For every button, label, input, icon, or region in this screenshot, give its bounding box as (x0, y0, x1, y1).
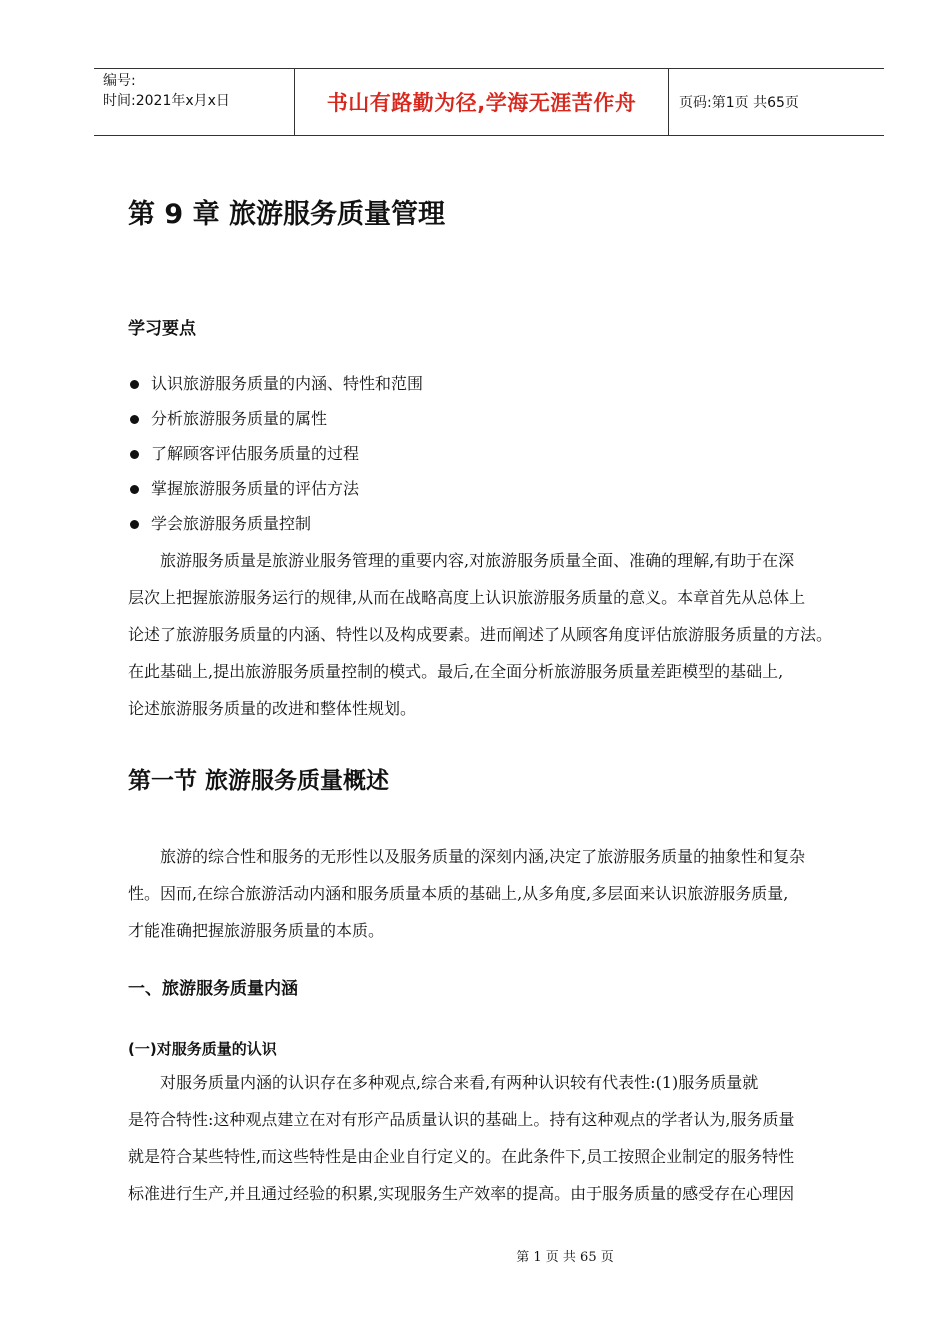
header-meta (94, 69, 295, 135)
learning-points-list (128, 372, 423, 547)
learning-points-label: 学习要点 (128, 319, 196, 339)
intro-paragraph: 旅游服务质量是旅游业服务管理的重要内容,对旅游服务质量全面、准确的理解,有助于在深 层次上把握旅游服务运行的规律,从而在战略高度上认识旅游服务质量的意义。本章首先从总体上 论述了旅游服务质量的内涵、特性以及构成要素。进而阐述了从顾客角度评估旅游服务质量的方法。 在此基础上,提出旅游服务质量控制的模式。最后,在全面分析旅游服务质量差距模型的基础上, 论述旅游服务质量的改进和整体性规划。 (128, 551, 833, 718)
chapter-title: 第 9 章 旅游服务质量管理 (128, 199, 445, 230)
list-item: 分析旅游服务质量的属性 (128, 407, 423, 442)
section-paragraph: 旅游的综合性和服务的无形性以及服务质量的深刻内涵,决定了旅游服务质量的抽象性和复杂 性。因而,在综合旅游活动内涵和服务质量本质的基础上,从多角度,多层面来认识旅游服务质量, 才能准确把握旅游服务质量的本质。 (128, 847, 806, 940)
section-title: 第一节 旅游服务质量概述 (128, 768, 390, 794)
page-header (94, 68, 884, 136)
list-item: 认识旅游服务质量的内涵、特性和范围 (128, 372, 423, 407)
page-footer: 第 1 页 共 65 页 (516, 1250, 614, 1265)
time-label: 时间:2021年x月x日 (103, 93, 230, 109)
subsection-title: 一、旅游服务质量内涵 (128, 979, 298, 999)
subsubsection-title: (一)对服务质量的认识 (128, 1040, 277, 1058)
list-item: 掌握旅游服务质量的评估方法 (128, 477, 423, 512)
bullet-icon (130, 415, 139, 424)
bullet-icon (130, 450, 139, 459)
bullet-icon (130, 520, 139, 529)
header-page-info: 页码:第1页 共65页 (679, 95, 799, 111)
bullet-icon (130, 380, 139, 389)
body-paragraph: 对服务质量内涵的认识存在多种观点,综合来看,有两种认识较有代表性:(1)服务质量就 是符合特性:这种观点建立在对有形产品质量认识的基础上。持有这种观点的学者认为,服务质量 就是符合某些特性,而这些特性是由企业自行定义的。在此条件下,员工按照企业制定的服务特性 标准进行生产,并且通过经验的积累,实现服务生产效率的提高。由于服务质量的感受存在心理因 (128, 1073, 795, 1203)
list-item: 学会旅游服务质量控制 (128, 512, 423, 547)
list-item: 了解顾客评估服务质量的过程 (128, 442, 423, 477)
bullet-icon (130, 485, 139, 494)
number-label: 编号: (103, 73, 136, 89)
header-motto: 书山有路勤为径,学海无涯苦作舟 (295, 69, 669, 135)
